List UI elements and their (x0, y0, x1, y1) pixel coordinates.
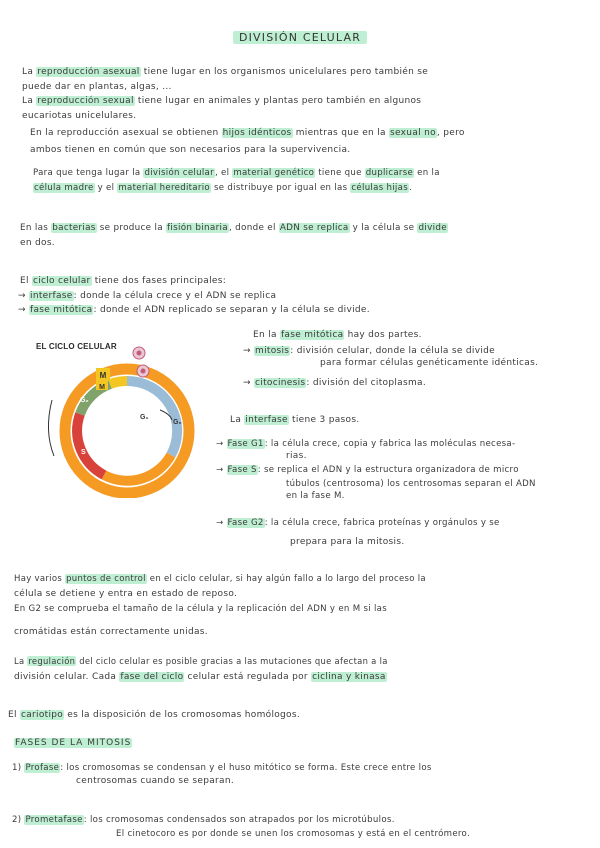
p6-line1: Hay varios puntos de control en el ciclo celular, si hay algún fallo a lo largo del proceso la (14, 574, 426, 584)
hl-fase-ciclo: fase del ciclo (120, 672, 184, 682)
hl-fases-mitosis: FASES DE LA MITOSIS (15, 738, 132, 748)
mitotic-line3: para formar células genéticamente idénticas. (320, 358, 539, 368)
hl-prometafase: Prometafase (25, 815, 83, 825)
hl-material-hereditario: material hereditario (118, 183, 210, 193)
prometafase-line1: 2) Prometafase: los cromosomas condensados son atrapados por los microtúbulos. (12, 815, 395, 825)
p1-line2: puede dar en plantas, algas, ... (22, 82, 172, 92)
hl-fase-g1: Fase G1 (227, 439, 264, 449)
p6-line4: cromátidas están correctamente unidas. (14, 627, 208, 637)
p5-line2: → interfase: donde la célula crece y el ADN se replica (18, 291, 277, 301)
hl-reproduccion-asexual: reproducción asexual (37, 67, 140, 77)
hl-fase-mitotica-2: fase mitótica (280, 330, 344, 340)
p6-line2: célula se detiene y entra en estado de reposo. (14, 589, 238, 599)
label-g1: G₁ (140, 414, 149, 421)
s-line3: en la fase M. (286, 491, 345, 501)
label-i: I (121, 470, 123, 477)
g2-line1: → Fase G2: la célula crece, fabrica proteínas y orgánulos y se (216, 518, 500, 528)
mitotic-line4: → citocinesis: división del citoplasma. (243, 378, 427, 388)
cell-cycle-diagram (30, 338, 230, 498)
hl-hijos-identicos: hijos idénticos (222, 128, 292, 138)
profase-line1: 1) Profase: los cromosomas se condensan y el huso mitótico se forma. Este crece entre los (12, 763, 432, 773)
g2-line2: prepara para la mitosis. (290, 537, 405, 547)
hl-fision-binaria: fisión binaria (166, 223, 228, 233)
p3-line2: célula madre y el material hereditario se distribuye por igual en las células hijas. (34, 183, 413, 193)
p7-line2: división celular. Cada fase del ciclo celular está regulada por ciclina y kinasa (14, 672, 386, 682)
p4-line2: en dos. (20, 238, 55, 248)
hl-fase-g2: Fase G2 (227, 518, 264, 528)
p3-line1: Para que tenga lugar la división celular, el material genético tiene que duplicarse en la (33, 168, 440, 178)
p8-line1: El cariotipo es la disposición de los cromosomas homólogos. (8, 710, 301, 720)
hl-interfase: interfase (30, 291, 73, 301)
label-s: S (81, 449, 86, 456)
g1-line2: rias. (286, 451, 307, 461)
hl-reproduccion-sexual: reproducción sexual (37, 96, 134, 106)
p1-line1: La reproducción asexual tiene lugar en los organismos unicelulares pero también se (22, 67, 429, 77)
label-m-inner: M (99, 384, 105, 391)
hl-fase-s: Fase S (227, 465, 257, 475)
title-text: DIVISIÓN CELULAR (233, 31, 367, 44)
prometafase-line2: El cinetocoro es por donde se unen los cromosomas y está en el centrómero. (116, 829, 470, 839)
segment-m (110, 381, 127, 384)
hl-citocinesis: citocinesis (255, 378, 306, 388)
mitotic-line2: → mitosis: división celular, donde la célula se divide (243, 346, 495, 356)
hl-divide: divide (418, 223, 447, 233)
hl-ciclina-kinasa: ciclina y kinasa (312, 672, 386, 682)
hl-sexual-no: sexual no (390, 128, 436, 138)
hl-celulas-hijas: células hijas (351, 183, 408, 193)
hl-material-genetico: material genético (233, 168, 315, 178)
label-g0: G₀ (173, 419, 182, 426)
label-m-outer: M (99, 371, 107, 380)
profase-line2: centrosomas cuando se separan. (76, 776, 235, 786)
interfase-line1: La interfase tiene 3 pasos. (230, 415, 360, 425)
diagram-title: EL CICLO CELULAR (36, 342, 117, 351)
hl-mitosis: mitosis (255, 346, 290, 356)
s-line2: túbulos (centrosoma) los centrosomas separan el ADN (286, 479, 536, 489)
p1-line4: eucariotas unicelulares. (22, 111, 137, 121)
hl-bacterias: bacterias (52, 223, 96, 233)
mitotic-line1: En la fase mitótica hay dos partes. (253, 330, 422, 340)
p4-line1: En las bacterias se produce la fisión binaria, donde el ADN se replica y la célula se divide (20, 223, 447, 233)
p7-line1: La regulación del ciclo celular es posible gracias a las mutaciones que afectan a la (14, 656, 388, 666)
g1-line1: → Fase G1: la célula crece, copia y fabrica las moléculas necesa- (216, 439, 516, 449)
cell-nucleus-1 (137, 351, 142, 356)
hl-duplicarse: duplicarse (365, 168, 414, 178)
hl-regulacion: regulación (28, 656, 76, 666)
p2-line1: En la reproducción asexual se obtienen hijos idénticos mientras que en la sexual no, pero (30, 128, 465, 138)
fases-heading (14, 738, 132, 749)
p5-line3: → fase mitótica: donde el ADN replicado se separan y la célula se divide. (18, 305, 370, 315)
page-title (0, 32, 600, 43)
p1-line3: La reproducción sexual tiene lugar en animales y plantas pero también en algunos (22, 96, 422, 106)
hl-fase-mitotica: fase mitótica (30, 305, 93, 315)
cell-nucleus-2 (141, 369, 146, 374)
hl-adn-replica: ADN se replica (279, 223, 349, 233)
arrow-left (48, 400, 54, 456)
hl-profase: Profase (25, 763, 60, 773)
hl-puntos-control: puntos de control (66, 574, 146, 584)
hl-cariotipo: cariotipo (20, 710, 64, 720)
p5-line1: El ciclo celular tiene dos fases principales: (20, 276, 227, 286)
hl-ciclo-celular: ciclo celular (32, 276, 91, 286)
hl-celula-madre: célula madre (34, 183, 94, 193)
p6-line3: En G2 se comprueba el tamaño de la célula y la replicación del ADN y en M si las (14, 604, 387, 614)
hl-interfase-2: interfase (245, 415, 288, 425)
hl-division-celular: división celular (144, 168, 214, 178)
label-g2: G₂ (80, 397, 89, 404)
s-line1: → Fase S: se replica el ADN y la estructura organizadora de micro (216, 465, 519, 475)
ring-interphase-outer (65, 369, 189, 493)
p2-line2: ambos tienen en común que son necesarios para la supervivencia. (30, 145, 351, 155)
